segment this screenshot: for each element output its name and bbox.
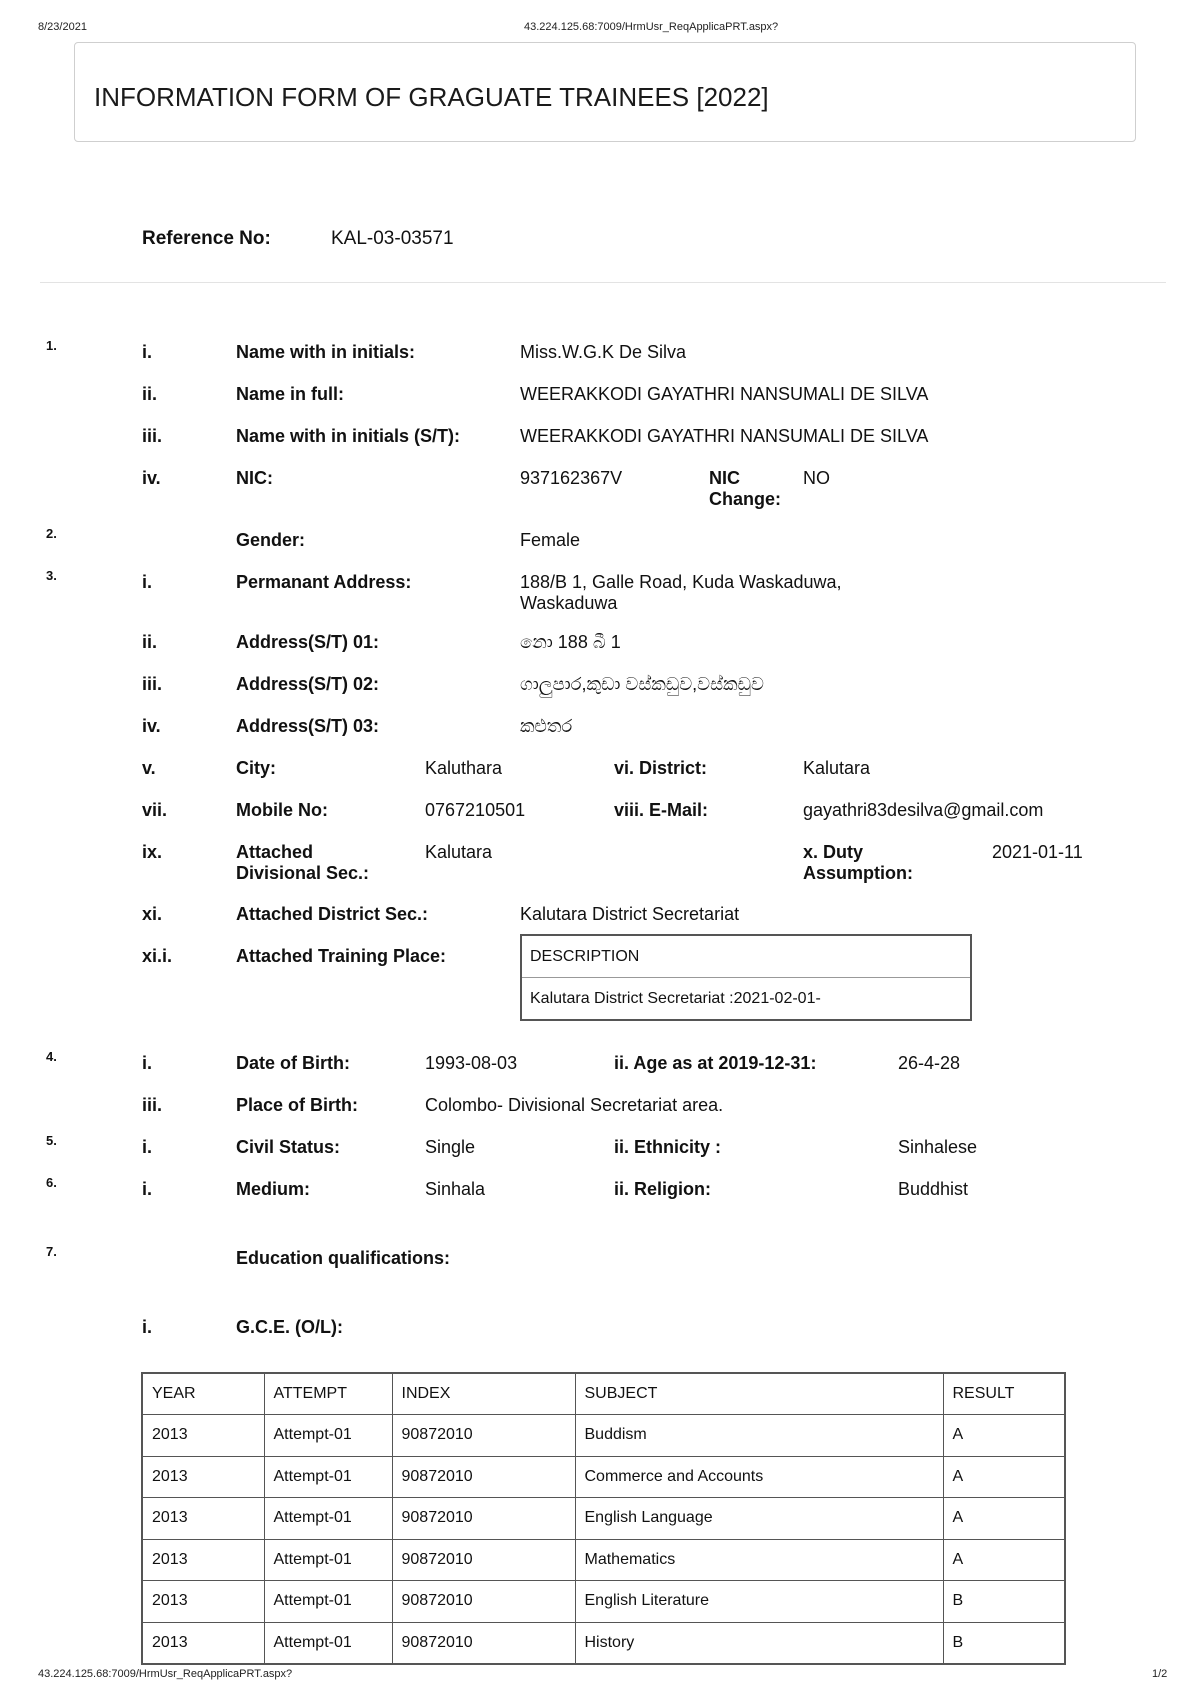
nic-change-label: NIC Change:	[709, 468, 781, 509]
cell-index: 90872010	[392, 1539, 575, 1581]
dob-value: 1993-08-03	[425, 1053, 518, 1073]
cell-attempt: Attempt-01	[264, 1498, 392, 1540]
divisional-sec-value: Kalutara	[425, 842, 493, 862]
cell-year: 2013	[142, 1539, 264, 1581]
name-full-value: WEERAKKODI GAYATHRI NANSUMALI DE SILVA	[520, 384, 929, 404]
cell-subject: Mathematics	[575, 1539, 943, 1581]
cell-index: 90872010	[392, 1581, 575, 1623]
cell-attempt: Attempt-01	[264, 1581, 392, 1623]
cell-attempt: Attempt-01	[264, 1622, 392, 1664]
ethnicity-label: ii. Ethnicity :	[614, 1137, 722, 1157]
section-number-3: 3.	[46, 568, 57, 583]
cell-attempt: Attempt-01	[264, 1415, 392, 1457]
divisional-sec-label: Attached Divisional Sec.:	[236, 842, 370, 883]
print-url-header: 43.224.125.68:7009/HrmUsr_ReqApplicaPRT.aspx?	[524, 21, 779, 33]
pob-label: Place of Birth:	[236, 1095, 359, 1115]
training-place-header: DESCRIPTION	[530, 948, 640, 965]
permanent-address-value: 188/B 1, Galle Road, Kuda Waskaduwa, Waskaduwa	[520, 572, 842, 613]
district-sec-value: Kalutara District Secretariat	[520, 904, 740, 924]
section-number-7: 7.	[46, 1244, 57, 1259]
cell-result: A	[943, 1415, 1065, 1457]
city-value: Kaluthara	[425, 758, 503, 778]
address-st-03-label: Address(S/T) 03:	[236, 716, 380, 736]
section-number-2: 2.	[46, 526, 57, 541]
table-row	[142, 1456, 1065, 1498]
address-st-02-value: ගාලුපාර,කුඩා වස්කඩුව,වස්කඩුව	[520, 674, 764, 694]
address-st-01-value: නො 188 බී 1	[520, 632, 621, 652]
name-initials-st-label: Name with in initials (S/T):	[236, 426, 461, 446]
cell-index: 90872010	[392, 1415, 575, 1457]
cell-result: A	[943, 1456, 1065, 1498]
permanent-address-label: Permanant Address:	[236, 572, 412, 592]
col-result-header: RESULT	[943, 1373, 1065, 1415]
row-roman: ii.	[142, 632, 158, 652]
table-row	[142, 1622, 1065, 1664]
col-subject-header: SUBJECT	[575, 1373, 943, 1415]
pob-value: Colombo- Divisional Secretariat area.	[425, 1095, 724, 1115]
cell-subject: Buddism	[575, 1415, 943, 1457]
nic-change-value: NO	[803, 468, 830, 488]
training-place-label: Attached Training Place:	[236, 946, 447, 966]
cell-attempt: Attempt-01	[264, 1539, 392, 1581]
nic-value: 937162367V	[520, 468, 623, 488]
row-roman: i.	[142, 1179, 153, 1199]
row-roman: i.	[142, 1053, 153, 1073]
row-roman: i.	[142, 572, 153, 592]
medium-label: Medium:	[236, 1179, 310, 1199]
row-roman: xi.i.	[142, 946, 173, 966]
page-title: INFORMATION FORM OF GRAGUATE TRAINEES [2022]	[94, 82, 769, 112]
row-roman: i.	[142, 1137, 153, 1157]
cell-index: 90872010	[392, 1622, 575, 1664]
divider	[40, 282, 1166, 283]
name-initials-label: Name with in initials:	[236, 342, 416, 362]
row-roman: iii.	[142, 674, 163, 694]
row-roman: ix.	[142, 842, 163, 862]
row-roman: iv.	[142, 716, 161, 736]
col-index-header: INDEX	[392, 1373, 575, 1415]
dob-label: Date of Birth:	[236, 1053, 350, 1073]
gce-ol-table	[141, 1372, 1066, 1665]
name-initials-value: Miss.W.G.K De Silva	[520, 342, 687, 362]
cell-subject: History	[575, 1622, 943, 1664]
training-place-table	[520, 934, 972, 1021]
cell-attempt: Attempt-01	[264, 1456, 392, 1498]
cell-subject: English Literature	[575, 1581, 943, 1623]
row-roman: v.	[142, 758, 156, 778]
cell-result: A	[943, 1539, 1065, 1581]
row-roman: iii.	[142, 426, 163, 446]
civil-status-label: Civil Status:	[236, 1137, 341, 1157]
cell-result: B	[943, 1622, 1065, 1664]
ethnicity-value: Sinhalese	[898, 1137, 978, 1157]
row-roman: xi.	[142, 904, 163, 924]
mobile-value: 0767210501	[425, 800, 526, 820]
name-full-label: Name in full:	[236, 384, 345, 404]
district-sec-label: Attached District Sec.:	[236, 904, 429, 924]
cell-result: B	[943, 1581, 1065, 1623]
row-roman: iv.	[142, 468, 161, 488]
page-number: 1/2	[1152, 1668, 1168, 1680]
col-year-header: YEAR	[142, 1373, 264, 1415]
address-st-03-value: කළුතර	[520, 716, 573, 736]
cell-subject: English Language	[575, 1498, 943, 1540]
district-label: vi. District:	[614, 758, 708, 778]
duty-assumption-label: x. Duty Assumption:	[803, 842, 913, 883]
row-roman: vii.	[142, 800, 168, 820]
col-attempt-header: ATTEMPT	[264, 1373, 392, 1415]
cell-year: 2013	[142, 1622, 264, 1664]
medium-value: Sinhala	[425, 1179, 486, 1199]
print-date: 8/23/2021	[38, 21, 87, 33]
city-label: City:	[236, 758, 276, 778]
address-st-02-label: Address(S/T) 02:	[236, 674, 380, 694]
row-roman: ii.	[142, 384, 158, 404]
cell-index: 90872010	[392, 1498, 575, 1540]
cell-year: 2013	[142, 1581, 264, 1623]
education-heading: Education qualifications:	[236, 1248, 451, 1268]
name-initials-st-value: WEERAKKODI GAYATHRI NANSUMALI DE SILVA	[520, 426, 929, 446]
section-number-6: 6.	[46, 1175, 57, 1190]
religion-value: Buddhist	[898, 1179, 969, 1199]
age-label: ii. Age as at 2019-12-31:	[614, 1053, 817, 1073]
reference-label: Reference No:	[142, 228, 271, 249]
cell-subject: Commerce and Accounts	[575, 1456, 943, 1498]
cell-year: 2013	[142, 1498, 264, 1540]
gender-label: Gender:	[236, 530, 306, 550]
age-value: 26-4-28	[898, 1053, 961, 1073]
table-row	[142, 1581, 1065, 1623]
row-roman: i.	[142, 1317, 153, 1337]
religion-label: ii. Religion:	[614, 1179, 711, 1199]
gce-ol-heading: G.C.E. (O/L):	[236, 1317, 343, 1337]
print-url-footer: 43.224.125.68:7009/HrmUsr_ReqApplicaPRT.aspx?	[38, 1668, 293, 1680]
table-row	[142, 1498, 1065, 1540]
cell-result: A	[943, 1498, 1065, 1540]
district-value: Kalutara	[803, 758, 871, 778]
civil-status-value: Single	[425, 1137, 476, 1157]
nic-label: NIC:	[236, 468, 273, 488]
row-roman: i.	[142, 342, 153, 362]
reference-value: KAL-03-03571	[331, 228, 454, 249]
table-row	[142, 1539, 1065, 1581]
cell-year: 2013	[142, 1415, 264, 1457]
email-value: gayathri83desilva@gmail.com	[803, 800, 1044, 820]
row-roman: iii.	[142, 1095, 163, 1115]
cell-index: 90872010	[392, 1456, 575, 1498]
gender-value: Female	[520, 530, 581, 550]
mobile-label: Mobile No:	[236, 800, 328, 820]
section-number-5: 5.	[46, 1133, 57, 1148]
training-place-value: Kalutara District Secretariat :2021-02-01-	[522, 977, 970, 1019]
table-header-row	[142, 1373, 1065, 1415]
table-row	[142, 1415, 1065, 1457]
duty-assumption-value: 2021-01-11	[992, 842, 1083, 862]
cell-year: 2013	[142, 1456, 264, 1498]
email-label: viii. E-Mail:	[614, 800, 709, 820]
section-number-4: 4.	[46, 1049, 57, 1064]
address-st-01-label: Address(S/T) 01:	[236, 632, 380, 652]
section-number-1: 1.	[46, 338, 57, 353]
